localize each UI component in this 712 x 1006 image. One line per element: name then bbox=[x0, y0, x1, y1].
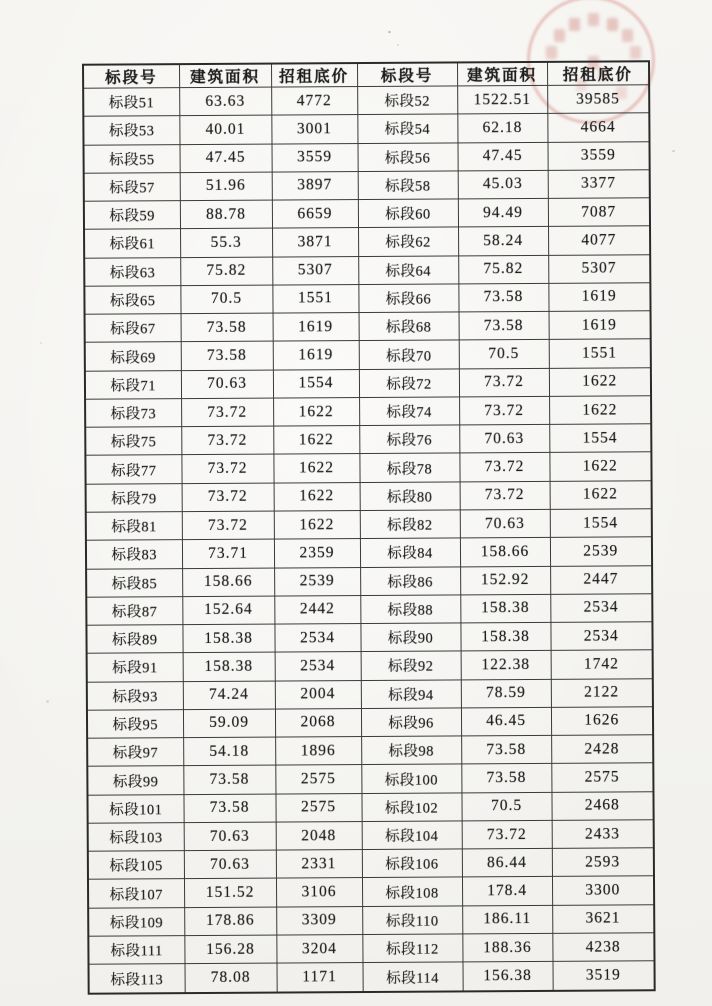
section-id-cell: 标段61 bbox=[84, 229, 180, 258]
area-cell: 55.3 bbox=[180, 228, 272, 257]
base-price-cell: 3377 bbox=[548, 170, 650, 199]
section-id-cell: 标段81 bbox=[86, 512, 182, 541]
section-id-cell: 标段109 bbox=[88, 907, 184, 936]
area-cell: 74.24 bbox=[183, 681, 275, 710]
table-row bbox=[87, 707, 653, 739]
paper-speck bbox=[46, 700, 49, 703]
base-price-cell: 2442 bbox=[274, 595, 360, 624]
area-cell: 158.38 bbox=[182, 624, 274, 653]
area-cell: 86.44 bbox=[462, 849, 552, 878]
base-price-cell: 2575 bbox=[551, 763, 653, 792]
area-cell: 178.86 bbox=[184, 907, 276, 936]
column-header: 建筑面积 bbox=[457, 62, 547, 86]
base-price-cell: 1619 bbox=[549, 311, 651, 340]
section-id-cell: 标段95 bbox=[87, 709, 183, 738]
base-price-cell: 2534 bbox=[550, 594, 652, 623]
section-id-cell: 标段97 bbox=[87, 738, 183, 767]
area-cell: 70.63 bbox=[181, 370, 273, 399]
base-price-cell: 2575 bbox=[275, 765, 361, 794]
section-id-cell: 标段69 bbox=[85, 342, 181, 371]
section-id-cell: 标段86 bbox=[360, 566, 460, 595]
section-id-cell: 标段98 bbox=[361, 736, 461, 765]
base-price-cell: 1619 bbox=[548, 283, 650, 312]
base-price-cell: 3559 bbox=[547, 141, 649, 170]
base-price-cell: 1622 bbox=[274, 482, 360, 511]
section-id-cell: 标段51 bbox=[83, 88, 179, 117]
base-price-cell: 3309 bbox=[276, 906, 362, 935]
section-id-cell: 标段68 bbox=[359, 312, 459, 341]
base-price-cell: 1622 bbox=[274, 511, 360, 540]
base-price-cell: 1742 bbox=[551, 650, 653, 679]
table-body bbox=[83, 85, 655, 994]
table-row bbox=[88, 933, 654, 965]
base-price-cell: 3519 bbox=[552, 961, 654, 991]
area-cell: 73.58 bbox=[461, 735, 551, 764]
area-cell: 188.36 bbox=[462, 933, 552, 962]
area-cell: 73.72 bbox=[181, 455, 273, 484]
area-cell: 73.72 bbox=[459, 453, 549, 482]
area-cell: 158.38 bbox=[183, 652, 275, 681]
section-id-cell: 标段77 bbox=[85, 455, 181, 484]
paper-speck bbox=[672, 150, 675, 152]
section-id-cell: 标段82 bbox=[360, 510, 460, 539]
area-cell: 158.38 bbox=[460, 594, 550, 623]
section-id-cell: 标段94 bbox=[361, 680, 461, 709]
area-cell: 47.45 bbox=[457, 142, 547, 171]
area-cell: 51.96 bbox=[180, 172, 272, 201]
base-price-cell: 3559 bbox=[271, 143, 357, 172]
area-cell: 156.38 bbox=[463, 962, 553, 992]
base-price-cell: 4664 bbox=[547, 113, 649, 142]
area-cell: 186.11 bbox=[462, 905, 552, 934]
base-price-cell: 2534 bbox=[550, 622, 652, 651]
table-row bbox=[85, 396, 651, 428]
section-id-cell: 标段108 bbox=[362, 877, 462, 906]
area-cell: 70.63 bbox=[184, 850, 276, 879]
table-row bbox=[85, 424, 651, 456]
table-row bbox=[84, 141, 650, 173]
table-row bbox=[84, 254, 650, 286]
section-id-cell: 标段62 bbox=[358, 227, 458, 256]
section-id-cell: 标段105 bbox=[88, 851, 184, 880]
table-row bbox=[87, 763, 653, 795]
base-price-cell: 4772 bbox=[271, 87, 357, 116]
section-id-cell: 标段76 bbox=[359, 425, 459, 454]
table-row bbox=[85, 339, 651, 371]
base-price-cell: 2004 bbox=[275, 680, 361, 709]
section-id-cell: 标段106 bbox=[362, 849, 462, 878]
section-id-cell: 标段91 bbox=[87, 653, 183, 682]
section-id-cell: 标段93 bbox=[87, 681, 183, 710]
area-cell: 62.18 bbox=[457, 114, 547, 143]
base-price-cell: 6659 bbox=[272, 200, 358, 229]
section-id-cell: 标段83 bbox=[86, 540, 182, 569]
section-id-cell: 标段110 bbox=[362, 906, 462, 935]
section-id-cell: 标段111 bbox=[88, 936, 184, 965]
area-cell: 94.49 bbox=[458, 198, 548, 227]
base-price-cell: 2122 bbox=[551, 678, 653, 707]
section-id-cell: 标段73 bbox=[85, 399, 181, 428]
area-cell: 70.63 bbox=[184, 822, 276, 851]
area-cell: 73.72 bbox=[182, 483, 274, 512]
area-cell: 78.59 bbox=[461, 679, 551, 708]
area-cell: 73.58 bbox=[183, 794, 275, 823]
base-price-cell: 3204 bbox=[276, 935, 362, 964]
header-row bbox=[83, 61, 649, 88]
base-price-cell: 3871 bbox=[272, 228, 358, 257]
area-cell: 70.63 bbox=[460, 509, 550, 538]
section-id-cell: 标段104 bbox=[362, 821, 462, 850]
area-cell: 156.28 bbox=[184, 935, 276, 964]
table-row bbox=[87, 791, 653, 823]
base-price-cell: 3001 bbox=[271, 115, 357, 144]
base-price-cell: 1554 bbox=[273, 369, 359, 398]
area-cell: 59.09 bbox=[183, 709, 275, 738]
base-price-cell: 2539 bbox=[274, 567, 360, 596]
area-cell: 73.72 bbox=[181, 398, 273, 427]
section-id-cell: 标段74 bbox=[359, 397, 459, 426]
rent-price-table bbox=[82, 60, 656, 994]
section-id-cell: 标段84 bbox=[360, 538, 460, 567]
area-cell: 73.71 bbox=[182, 539, 274, 568]
section-id-cell: 标段113 bbox=[89, 964, 185, 994]
area-cell: 152.64 bbox=[182, 596, 274, 625]
paper-speck bbox=[388, 31, 391, 33]
base-price-cell: 1554 bbox=[549, 424, 651, 453]
area-cell: 151.52 bbox=[184, 878, 276, 907]
area-cell: 158.38 bbox=[460, 622, 550, 651]
section-id-cell: 标段80 bbox=[360, 482, 460, 511]
base-price-cell: 3300 bbox=[552, 876, 654, 905]
base-price-cell: 2428 bbox=[551, 735, 653, 764]
section-id-cell: 标段107 bbox=[88, 879, 184, 908]
base-price-cell: 5307 bbox=[272, 256, 358, 285]
paper-speck bbox=[40, 342, 42, 344]
section-id-cell: 标段58 bbox=[358, 171, 458, 200]
section-id-cell: 标段92 bbox=[361, 651, 461, 680]
area-cell: 54.18 bbox=[183, 737, 275, 766]
section-id-cell: 标段70 bbox=[359, 340, 459, 369]
section-id-cell: 标段55 bbox=[84, 144, 180, 173]
area-cell: 73.58 bbox=[183, 765, 275, 794]
section-id-cell: 标段96 bbox=[361, 708, 461, 737]
table-row bbox=[88, 904, 654, 936]
base-price-cell: 1622 bbox=[549, 396, 651, 425]
area-cell: 73.72 bbox=[182, 511, 274, 540]
area-cell: 70.5 bbox=[459, 340, 549, 369]
base-price-cell: 1622 bbox=[550, 480, 652, 509]
section-id-cell: 标段102 bbox=[361, 793, 461, 822]
area-cell: 70.5 bbox=[180, 285, 272, 314]
base-price-cell: 4077 bbox=[548, 226, 650, 255]
base-price-cell: 7087 bbox=[548, 198, 650, 227]
area-cell: 73.58 bbox=[181, 341, 273, 370]
section-id-cell: 标段112 bbox=[362, 934, 462, 963]
base-price-cell: 1622 bbox=[273, 426, 359, 455]
base-price-cell: 1554 bbox=[550, 509, 652, 538]
base-price-cell: 5307 bbox=[548, 254, 650, 283]
table-row bbox=[84, 198, 650, 230]
table-row bbox=[85, 311, 651, 343]
section-id-cell: 标段57 bbox=[84, 172, 180, 201]
section-id-cell: 标段67 bbox=[85, 314, 181, 343]
section-id-cell: 标段103 bbox=[88, 823, 184, 852]
base-price-cell: 1622 bbox=[273, 454, 359, 483]
area-cell: 88.78 bbox=[180, 200, 272, 229]
base-price-cell: 2539 bbox=[550, 537, 652, 566]
area-cell: 73.72 bbox=[181, 426, 273, 455]
base-price-cell: 2534 bbox=[274, 624, 360, 653]
table-row bbox=[84, 283, 650, 315]
column-header: 建筑面积 bbox=[179, 64, 271, 88]
paper-speck bbox=[397, 44, 399, 46]
table-row bbox=[86, 622, 652, 654]
base-price-cell: 2593 bbox=[552, 848, 654, 877]
area-cell: 58.24 bbox=[458, 227, 548, 256]
section-id-cell: 标段87 bbox=[86, 596, 182, 625]
table-row bbox=[87, 735, 653, 767]
table-row bbox=[89, 961, 655, 994]
base-price-cell: 2331 bbox=[276, 850, 362, 879]
table-row bbox=[83, 85, 649, 117]
area-cell: 63.63 bbox=[179, 87, 271, 116]
base-price-cell: 1896 bbox=[275, 737, 361, 766]
area-cell: 73.58 bbox=[458, 283, 548, 312]
base-price-cell: 1619 bbox=[273, 313, 359, 342]
area-cell: 75.82 bbox=[458, 255, 548, 284]
section-id-cell: 标段56 bbox=[357, 142, 457, 171]
section-id-cell: 标段59 bbox=[84, 201, 180, 230]
base-price-cell: 39585 bbox=[547, 85, 649, 114]
area-cell: 78.08 bbox=[185, 963, 277, 993]
area-cell: 75.82 bbox=[180, 257, 272, 286]
table-row bbox=[84, 170, 650, 202]
base-price-cell: 3621 bbox=[552, 904, 654, 933]
area-cell: 45.03 bbox=[458, 170, 548, 199]
area-cell: 158.66 bbox=[182, 568, 274, 597]
section-id-cell: 标段66 bbox=[358, 284, 458, 313]
area-cell: 47.45 bbox=[179, 144, 271, 173]
section-id-cell: 标段90 bbox=[360, 623, 460, 652]
table-row bbox=[83, 113, 649, 145]
section-id-cell: 标段65 bbox=[84, 285, 180, 314]
section-id-cell: 标段53 bbox=[83, 116, 179, 145]
area-cell: 158.66 bbox=[460, 538, 550, 567]
base-price-cell: 2447 bbox=[550, 565, 652, 594]
base-price-cell: 3106 bbox=[276, 878, 362, 907]
section-id-cell: 标段101 bbox=[87, 794, 183, 823]
section-id-cell: 标段63 bbox=[84, 257, 180, 286]
table-row bbox=[86, 480, 652, 512]
area-cell: 46.45 bbox=[461, 707, 551, 736]
table-row bbox=[86, 594, 652, 626]
base-price-cell: 1171 bbox=[277, 963, 363, 993]
table-row bbox=[85, 367, 651, 399]
area-cell: 152.92 bbox=[460, 566, 550, 595]
base-price-cell: 2048 bbox=[276, 821, 362, 850]
column-header: 标段号 bbox=[357, 62, 457, 86]
section-id-cell: 标段79 bbox=[86, 483, 182, 512]
table-row bbox=[86, 565, 652, 597]
area-cell: 73.58 bbox=[461, 764, 551, 793]
rent-table-container bbox=[82, 60, 654, 994]
section-id-cell: 标段75 bbox=[85, 427, 181, 456]
base-price-cell: 1622 bbox=[549, 452, 651, 481]
area-cell: 122.38 bbox=[461, 651, 551, 680]
section-id-cell: 标段88 bbox=[360, 595, 460, 624]
section-id-cell: 标段71 bbox=[85, 370, 181, 399]
table-row bbox=[88, 876, 654, 908]
area-cell: 73.58 bbox=[181, 313, 273, 342]
table-row bbox=[88, 820, 654, 852]
section-id-cell: 标段52 bbox=[357, 86, 457, 115]
base-price-cell: 1619 bbox=[273, 341, 359, 370]
area-cell: 70.63 bbox=[459, 425, 549, 454]
area-cell: 73.58 bbox=[459, 312, 549, 341]
base-price-cell: 3897 bbox=[272, 171, 358, 200]
column-header: 招租底价 bbox=[547, 61, 649, 85]
table-row bbox=[86, 537, 652, 569]
area-cell: 73.72 bbox=[462, 820, 552, 849]
section-id-cell: 标段72 bbox=[359, 369, 459, 398]
area-cell: 178.4 bbox=[462, 877, 552, 906]
base-price-cell: 1551 bbox=[549, 339, 651, 368]
base-price-cell: 2534 bbox=[275, 652, 361, 681]
base-price-cell: 2575 bbox=[275, 793, 361, 822]
section-id-cell: 标段114 bbox=[363, 962, 463, 992]
area-cell: 40.01 bbox=[179, 115, 271, 144]
base-price-cell: 2359 bbox=[274, 539, 360, 568]
base-price-cell: 4238 bbox=[552, 933, 654, 962]
area-cell: 1522.51 bbox=[457, 85, 547, 114]
section-id-cell: 标段60 bbox=[358, 199, 458, 228]
area-cell: 73.72 bbox=[460, 481, 550, 510]
section-id-cell: 标段54 bbox=[357, 114, 457, 143]
base-price-cell: 2068 bbox=[275, 708, 361, 737]
base-price-cell: 1622 bbox=[549, 367, 651, 396]
section-id-cell: 标段89 bbox=[86, 625, 182, 654]
section-id-cell: 标段85 bbox=[86, 568, 182, 597]
area-cell: 73.72 bbox=[459, 368, 549, 397]
section-id-cell: 标段99 bbox=[87, 766, 183, 795]
table-row bbox=[88, 848, 654, 880]
table-row bbox=[87, 650, 653, 682]
table-row bbox=[84, 226, 650, 258]
base-price-cell: 1626 bbox=[551, 707, 653, 736]
base-price-cell: 1551 bbox=[272, 284, 358, 313]
base-price-cell: 1622 bbox=[273, 397, 359, 426]
area-cell: 70.5 bbox=[461, 792, 551, 821]
base-price-cell: 2468 bbox=[551, 791, 653, 820]
section-id-cell: 标段78 bbox=[359, 453, 459, 482]
area-cell: 73.72 bbox=[459, 396, 549, 425]
table-row bbox=[86, 509, 652, 541]
column-header: 招租底价 bbox=[271, 63, 357, 87]
column-header: 标段号 bbox=[83, 64, 179, 88]
table-row bbox=[87, 678, 653, 710]
section-id-cell: 标段64 bbox=[358, 256, 458, 285]
section-id-cell: 标段100 bbox=[361, 764, 461, 793]
table-row bbox=[85, 452, 651, 484]
base-price-cell: 2433 bbox=[552, 820, 654, 849]
